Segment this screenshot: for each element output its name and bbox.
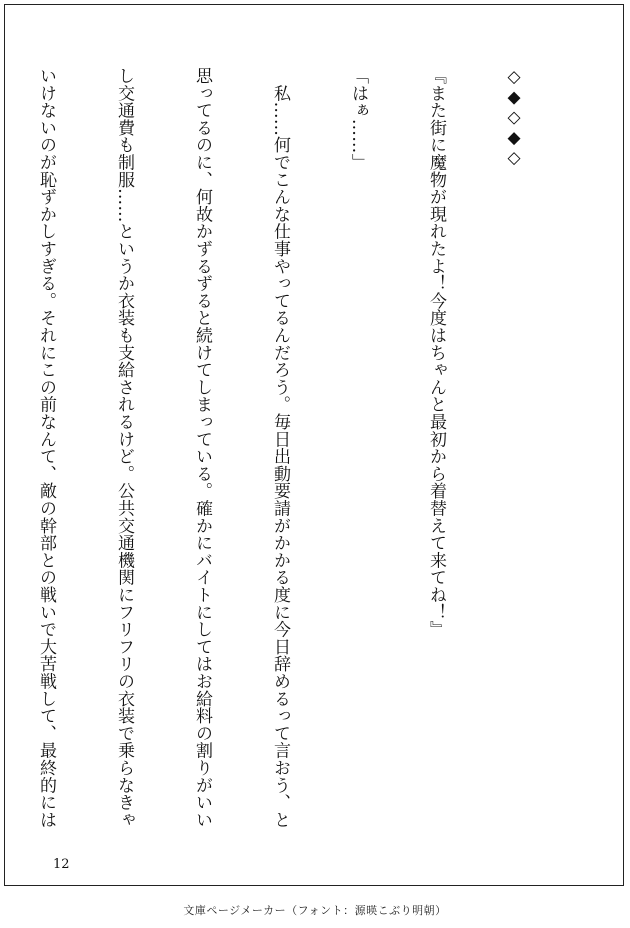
section-separator: ◇◆◇◆◇ [504,67,524,169]
text-line: 私……何でこんな仕事やってるんだろう。毎日出動要請がかかる度に今日辞めるって言おう、と [270,67,290,829]
text-line: 『また街に魔物が現れたよ！今度はちゃんと最初から着替えて来てね！』 [426,67,446,638]
text-line: 思ってるのに、何故かずるずると続けてしまっている。確かにバイトにしてはお給料の割りがいい [192,67,212,829]
footer-credit: 文庫ページメーカー（フォント：源暎こぶり明朝） [183,904,447,917]
text-line: し交通費も制服……というか衣装も支給されるけど。公共交通機関にフリフリの衣装で乗らなきゃ [114,67,134,829]
vertical-text-body [0,67,579,857]
page-number: 12 [53,857,70,872]
text-line: いけないのが恥ずかしすぎる。それにこの前なんて、敵の幹部との戦いで大苦戦して、最終的には [36,67,56,829]
page-frame [4,4,624,886]
text-line: 「はぁ……」 [348,67,368,171]
